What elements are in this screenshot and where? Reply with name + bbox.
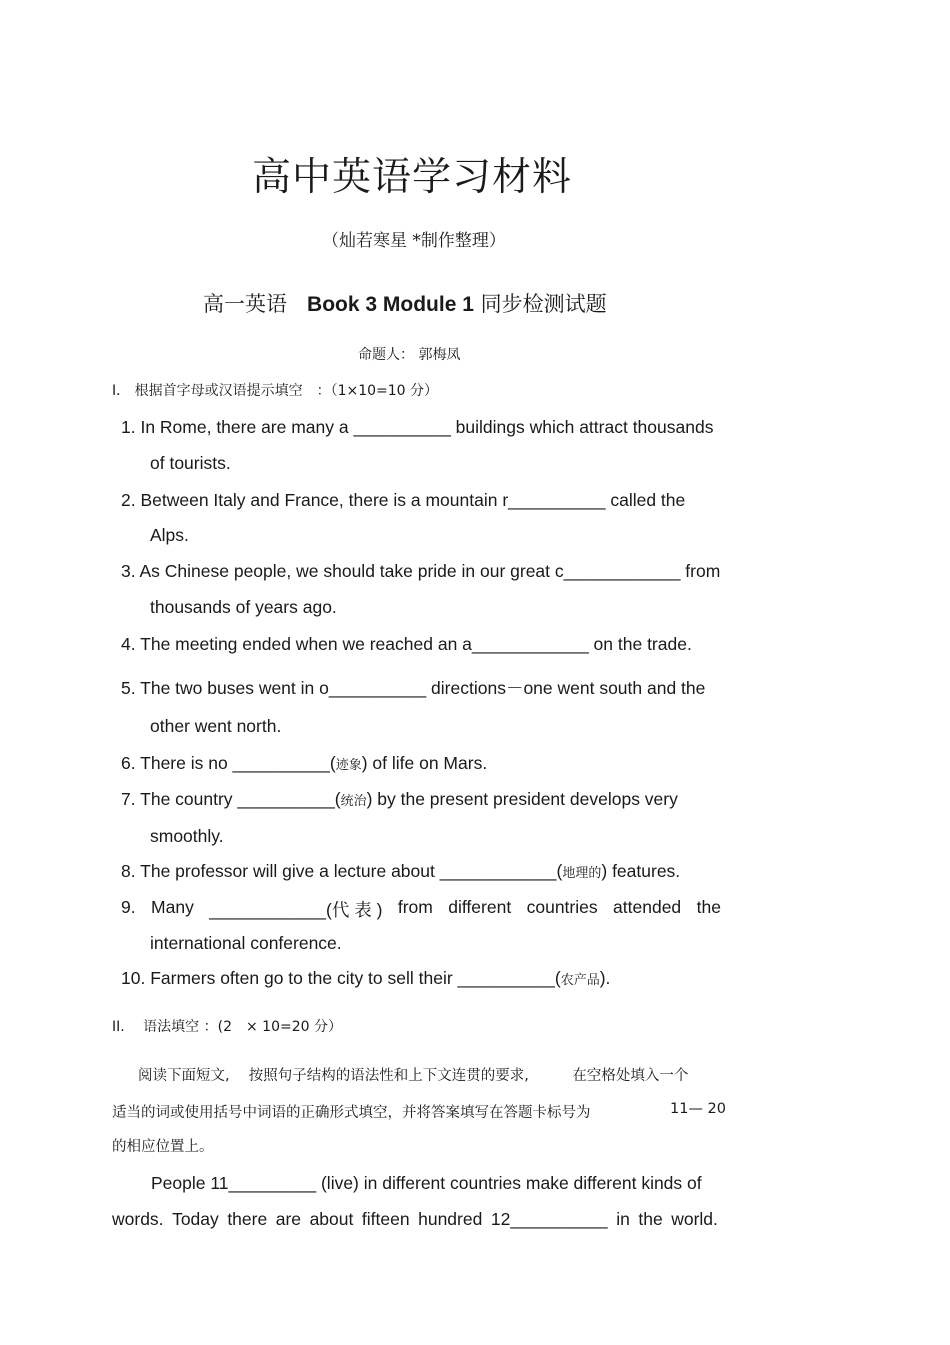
instructions-line-2: 适当的词或使用括号中词语的正确形式填空，并将答案填写在答题卡标号为 xyxy=(112,1105,591,1121)
question-8 xyxy=(121,861,680,882)
passage-word: in xyxy=(616,1209,630,1229)
section-1-heading: I． 根据首字母或汉语提示填空 ：（1×10=10 分） xyxy=(112,383,439,399)
passage-word: world. xyxy=(671,1209,718,1229)
question-8-post: ) features. xyxy=(601,861,681,881)
passage-word: 12__________ xyxy=(490,1209,608,1229)
credit-line: （灿若寒星 *制作整理） xyxy=(322,231,506,251)
question-7-hint: 统治 xyxy=(340,793,367,808)
question-9-word: attended xyxy=(613,897,682,917)
question-10-pre: 10. Farmers often go to the city to sell their __________( xyxy=(121,968,561,988)
question-9-word: 9. xyxy=(121,897,136,917)
question-1-line-2: of tourists. xyxy=(150,453,231,473)
question-6-post: ) of life on Mars. xyxy=(361,753,488,773)
question-9-word: from xyxy=(397,897,433,917)
question-3-line-2: thousands of years ago. xyxy=(150,597,337,617)
section-2-heading: II. 语法填空 ：(2 × 10=20 分） xyxy=(112,1019,342,1035)
question-4: 4. The meeting ended when we reached an a____________ on the trade. xyxy=(121,634,692,654)
question-9-word: different xyxy=(448,897,512,917)
passage-word: the xyxy=(638,1209,663,1229)
passage-word: are xyxy=(275,1209,302,1229)
passage-word: there xyxy=(227,1209,268,1229)
passage-line-1: People 11_________ (live) in different countries make different kinds of xyxy=(151,1173,702,1193)
question-3-line-1: 3. As Chinese people, we should take pride in our great c____________ from xyxy=(121,561,721,581)
question-9-line-2: international conference. xyxy=(150,933,342,953)
question-6-hint: 迹象 xyxy=(335,757,362,772)
question-2-line-2: Alps. xyxy=(150,525,189,545)
question-8-hint: 地理的 xyxy=(562,865,602,880)
passage-word: hundred xyxy=(418,1209,483,1229)
question-7-line-2: smoothly. xyxy=(150,826,224,846)
test-subtitle xyxy=(203,288,607,318)
question-6 xyxy=(121,753,487,774)
question-7-post: ) by the present president develops very xyxy=(366,789,678,809)
passage-word: words. xyxy=(112,1209,164,1229)
question-7-line-1 xyxy=(121,789,678,810)
subtitle-cn: 高一英语 xyxy=(203,292,287,316)
instructions-number-range: 11— 20 xyxy=(670,1101,727,1117)
question-9-line-1 xyxy=(121,897,721,922)
passage-word: fifteen xyxy=(361,1209,410,1229)
passage-word: about xyxy=(309,1209,354,1229)
question-9-word: Many xyxy=(151,897,194,917)
passage-word: Today xyxy=(172,1209,219,1229)
question-1-line-1: 1. In Rome, there are many a __________ buildings which attract thousands xyxy=(121,417,714,437)
document-title: 高中英语学习材料 xyxy=(252,155,573,200)
question-8-pre: 8. The professor will give a lecture about ____________( xyxy=(121,861,563,881)
question-10 xyxy=(121,968,610,989)
instructions-line-3: 的相应位置上。 xyxy=(112,1139,214,1155)
instructions-line-1: 阅读下面短文, 按照句子结构的语法性和上下文连贯的要求, 在空格处填入一个 xyxy=(138,1068,689,1084)
question-5-line-1: 5. The two buses went in o__________ directions－one went south and the xyxy=(121,678,706,698)
subtitle-book: Book 3 Module 1 xyxy=(307,293,474,316)
question-5-line-2: other went north. xyxy=(150,716,282,736)
passage-line-2 xyxy=(112,1209,718,1230)
question-9-word: the xyxy=(696,897,721,917)
question-7-pre: 7. The country __________( xyxy=(121,789,341,809)
question-9-word: countries xyxy=(526,897,598,917)
question-2-line-1: 2. Between Italy and France, there is a mountain r__________ called the xyxy=(121,490,686,510)
question-10-hint: 农产品 xyxy=(560,972,600,987)
author-line: 命题人： 郭梅凤 xyxy=(358,347,461,363)
question-9-word: ____________(代 表 ) xyxy=(209,900,383,920)
subtitle-tail: 同步检测试题 xyxy=(480,292,607,316)
question-10-post: ). xyxy=(599,968,611,988)
question-6-pre: 6. There is no __________( xyxy=(121,753,336,773)
